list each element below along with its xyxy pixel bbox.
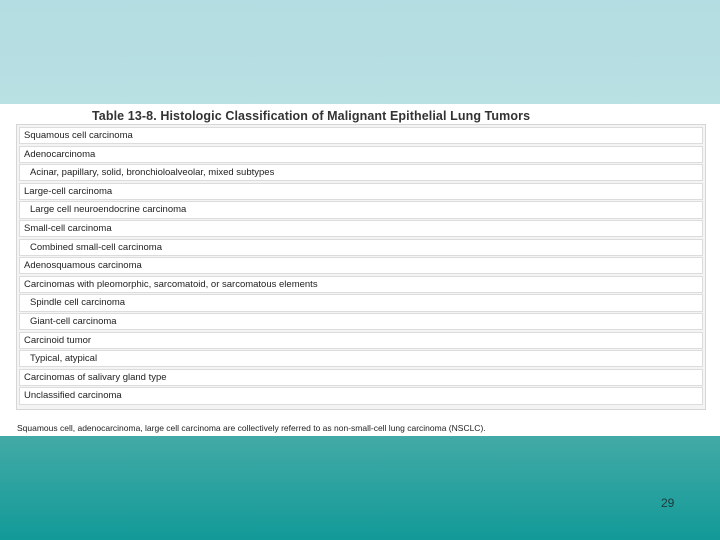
table-footnote: Squamous cell, adenocarcinoma, large cell carcinoma are collectively referred to as non-small-cell lung carcinoma (NSCLC). xyxy=(17,423,486,433)
table-row-subtype: Spindle cell carcinoma xyxy=(19,294,703,311)
table-row-subtype: Typical, atypical xyxy=(19,350,703,367)
table-row: Large-cell carcinoma xyxy=(19,183,703,200)
table-row: Small-cell carcinoma xyxy=(19,220,703,237)
table-row: Adenocarcinoma xyxy=(19,146,703,163)
table-row-subtype: Acinar, papillary, solid, bronchioloalveolar, mixed subtypes xyxy=(19,164,703,181)
table-row-subtype: Combined small-cell carcinoma xyxy=(19,239,703,256)
page-number: 29 xyxy=(661,496,675,510)
classification-table xyxy=(16,124,706,410)
table-row: Squamous cell carcinoma xyxy=(19,127,703,144)
table-row-subtype: Large cell neuroendocrine carcinoma xyxy=(19,201,703,218)
table-row-subtype: Giant-cell carcinoma xyxy=(19,313,703,330)
table-row: Unclassified carcinoma xyxy=(19,387,703,404)
table-row: Carcinoid tumor xyxy=(19,332,703,349)
slide-header-band xyxy=(0,0,720,104)
table-row: Carcinomas with pleomorphic, sarcomatoid, or sarcomatous elements xyxy=(19,276,703,293)
table-title: Table 13-8. Histologic Classification of Malignant Epithelial Lung Tumors xyxy=(92,109,531,123)
table-row: Adenosquamous carcinoma xyxy=(19,257,703,274)
table-row: Carcinomas of salivary gland type xyxy=(19,369,703,386)
slide-footer-band xyxy=(0,436,720,540)
